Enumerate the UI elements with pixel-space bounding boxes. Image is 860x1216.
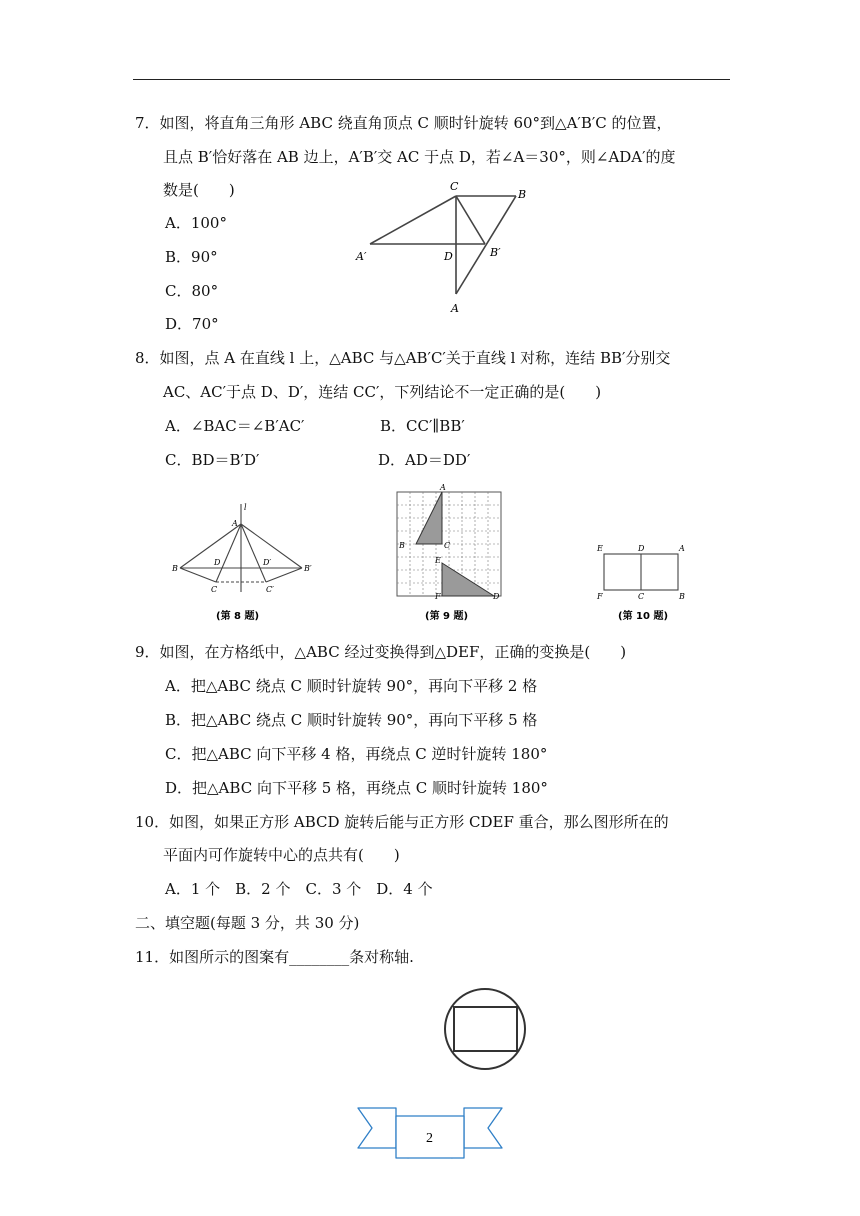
q11-figure <box>440 985 532 1075</box>
page-number-ribbon <box>356 1098 504 1166</box>
fig10-label-c: C <box>638 592 645 601</box>
q7-option-a: A．100° <box>165 214 227 232</box>
q9-line1: 9．如图，在方格纸中，△ABC 经过变换得到△DEF，正确的变换是( ) <box>135 643 627 661</box>
header-rule <box>133 79 730 80</box>
fig9-label-f: F <box>435 592 441 601</box>
fig10-label-d: D <box>638 544 645 553</box>
fig9-label-e: E <box>435 556 441 565</box>
fig8-label-d1: D′ <box>263 558 272 567</box>
q11-circle <box>445 989 525 1069</box>
fig8-segment-bc <box>180 568 216 582</box>
q7-label-b1: B′ <box>490 246 501 259</box>
fig8-label-c1: C′ <box>266 585 274 594</box>
q10-line1: 10．如图，如果正方形 ABCD 旋转后能与正方形 CDEF 重合，那么图形所在的 <box>135 813 669 831</box>
q8-option-b: B．CC′∥BB′ <box>380 417 465 435</box>
fig10-label-f: F <box>597 592 603 601</box>
fig9 <box>393 482 505 626</box>
q9-option-b: B．把△ABC 绕点 C 顺时针旋转 90°，再向下平移 5 格 <box>165 711 538 729</box>
fig10 <box>592 540 694 626</box>
section-2-heading: 二、填空题(每题 3 分，共 30 分) <box>135 914 360 932</box>
q10-options: A．1 个 B．2 个 C．3 个 D．4 个 <box>165 880 433 898</box>
fig8 <box>168 496 318 626</box>
q8-option-a: A．∠BAC＝∠B′AC′ <box>165 417 305 435</box>
fig9-label-b: B <box>399 541 405 550</box>
q7-label-d: D <box>444 250 453 263</box>
fig10-label-e: E <box>597 544 603 553</box>
page-number: 2 <box>426 1131 433 1146</box>
q7-option-b: B．90° <box>165 248 218 266</box>
q7-label-a: A <box>451 302 459 315</box>
ribbon-right-tail <box>464 1108 502 1148</box>
q8-option-c: C．BD＝B′D′ <box>165 451 260 469</box>
q7-figure <box>350 176 540 318</box>
q9-option-c: C．把△ABC 向下平移 4 格，再绕点 C 逆时针旋转 180° <box>165 745 548 763</box>
fig9-label-d: D <box>493 592 500 601</box>
q7-segment-cb1 <box>456 196 485 244</box>
fig8-label-b: B <box>172 564 178 573</box>
fig10-caption: (第 10 题) <box>618 611 669 622</box>
fig9-caption: (第 9 题) <box>425 611 469 622</box>
fig8-caption: (第 8 题) <box>216 611 260 622</box>
q7-line3: 数是( ) <box>163 181 235 199</box>
fig8-label-c: C <box>211 585 218 594</box>
q7-option-d: D．70° <box>165 315 219 333</box>
q11-rectangle <box>454 1007 517 1051</box>
fig8-label-b1: B′ <box>304 564 312 573</box>
q7-label-b: B <box>518 188 527 201</box>
fig8-segment-b1c1 <box>266 568 302 582</box>
q10-line2: 平面内可作旋转中心的点共有( ) <box>163 846 400 864</box>
q11-line1: 11．如图所示的图案有________条对称轴. <box>135 948 414 966</box>
q7-label-c: C <box>450 180 459 193</box>
fig8-label-a: A <box>232 519 238 528</box>
q8-option-d: D．AD＝DD′ <box>378 451 471 469</box>
fig8-label-l: l <box>244 503 247 512</box>
q8-line2: AC、AC′于点 D、D′，连结 CC′，下列结论不一定正确的是( ) <box>163 383 602 401</box>
q7-segment-ca1 <box>370 196 456 244</box>
q7-line2: 且点 B′恰好落在 AB 边上，A′B′交 AC 于点 D，若∠A＝30°，则∠ADA′的度 <box>163 148 676 166</box>
q7-option-c: C．80° <box>165 282 219 300</box>
ribbon-left-tail <box>358 1108 396 1148</box>
fig10-label-b: B <box>679 592 685 601</box>
fig10-label-a: A <box>679 544 685 553</box>
q9-option-a: A．把△ABC 绕点 C 顺时针旋转 90°，再向下平移 2 格 <box>165 677 538 695</box>
q7-label-a1: A′ <box>356 250 367 263</box>
fig9-label-c: C <box>444 541 451 550</box>
q9-option-d: D．把△ABC 向下平移 5 格，再绕点 C 顺时针旋转 180° <box>165 779 548 797</box>
fig9-label-a: A <box>440 483 446 492</box>
q8-line1: 8．如图，点 A 在直线 l 上，△ABC 与△AB′C′关于直线 l 对称，连结 BB′分别交 <box>135 349 671 367</box>
fig8-label-d: D <box>214 558 221 567</box>
q7-line1: 7．如图，将直角三角形 ABC 绕直角顶点 C 顺时针旋转 60°到△A′B′C 的位置， <box>135 114 672 132</box>
